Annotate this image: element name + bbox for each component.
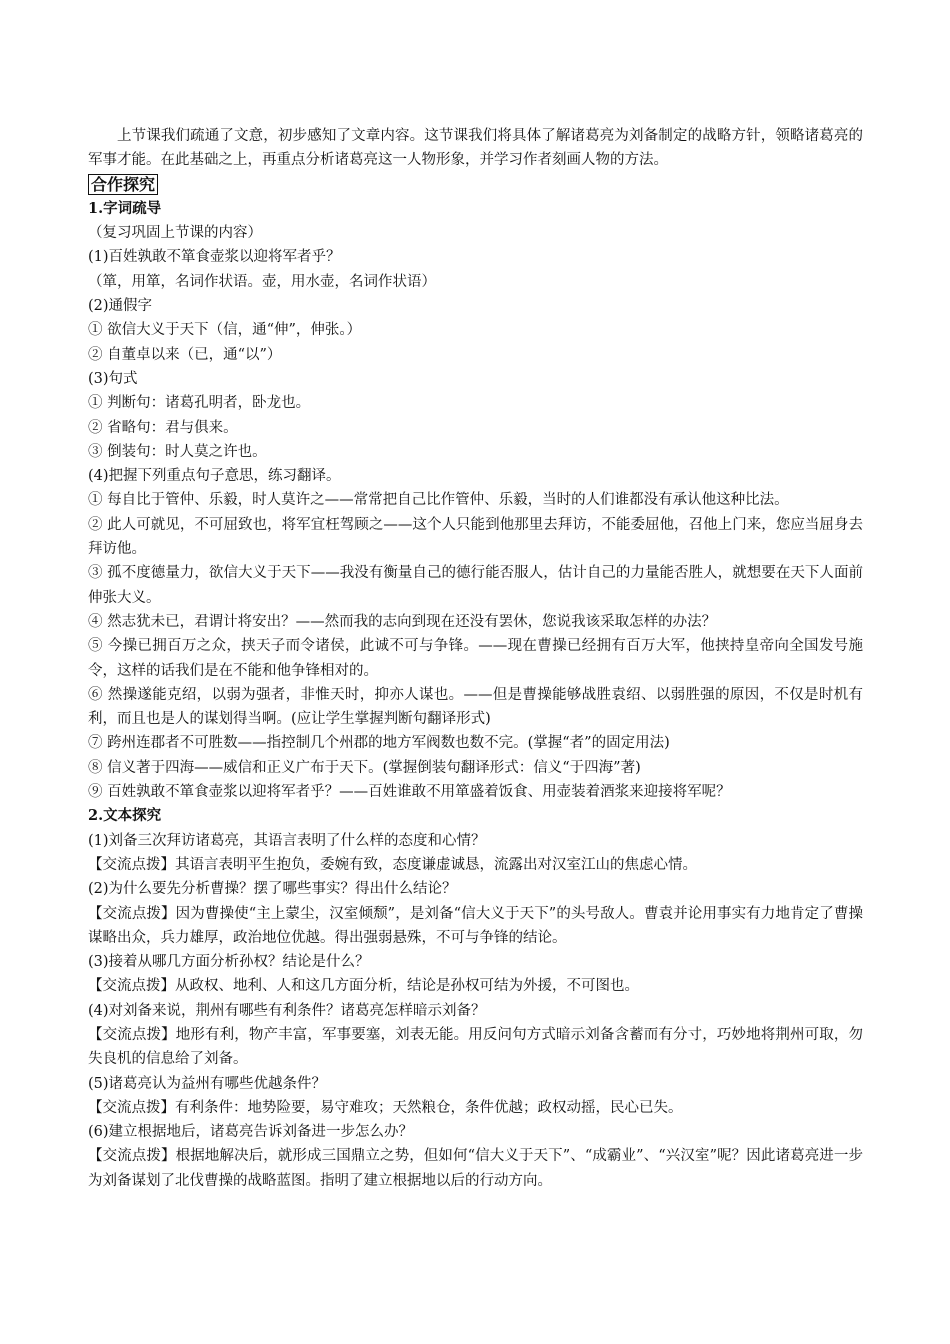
part1-line: （箪，用箪，名词作状语。壶，用水壶，名词作状语） — [88, 273, 436, 290]
section-title-wrap — [88, 173, 863, 197]
part1-line: ① 欲信大义于天下（信，通“伸”，伸张。） — [88, 322, 362, 339]
answer-item: 【交流点拨】根据地解决后，就形成三国鼎立之势，但如何“信大义于天下”、“成霸业”、“兴汉室”呢？因此诸葛亮进一步为刘备谋划了北伐曹操的战略蓝图。指明了建立根据地以后的行动方向。 — [88, 1148, 863, 1189]
translation-item: ⑨ 百姓孰敢不箪食壶浆以迎将军者乎？——百姓谁敢不用箪盛着饭食、用壶装着酒浆来迎接将军呢？ — [88, 784, 731, 801]
part1-heading: 1.字词疏导 — [88, 199, 162, 217]
translation-item: ⑤ 今操已拥百万之众，挟天子而令诸侯，此诚不可与争锋。——现在曹操已经拥有百万大军，他挟持皇帝向全国发号施令，这样的话我们是在不能和他争锋相对的。 — [88, 638, 863, 679]
answer-item: 【交流点拨】因为曹操使“主上蒙尘，汉室倾颓”，是刘备“信大义于天下”的头号敌人。曹袁并论用事实有力地肯定了曹操谋略出众，兵力雄厚，政治地位优越。得出强弱悬殊，不可与争锋的结论。 — [88, 905, 863, 946]
translation-item: ⑦ 跨州连郡者不可胜数——指控制几个州郡的地方军阀数也数不完。(掌握“者”的固定用法) — [88, 735, 670, 752]
question-item: (2)为什么要先分析曹操？摆了哪些事实？得出什么结论？ — [88, 881, 457, 898]
answer-item: 【交流点拨】有利条件：地势险要，易守难攻；天然粮仓，条件优越；政权动摇，民心已失。 — [88, 1099, 683, 1116]
part1-line: ③ 倒装句：时人莫之许也。 — [88, 443, 267, 460]
translation-item: ⑥ 然操遂能克绍，以弱为强者，非惟天时，抑亦人谋也。——但是曹操能够战胜袁绍、以弱胜强的原因，不仅是时机有利，而且也是人的谋划得当啊。(应让学生掌握判断句翻译形式) — [88, 686, 863, 728]
translation-item: ① 每自比于管仲、乐毅，时人莫许之——常常把自己比作管仲、乐毅，当时的人们谁都没有承认他这种比法。 — [88, 492, 789, 509]
translation-item: ④ 然志犹未已，君谓计将安出？——然而我的志向到现在还没有罢休，您说我该采取怎样的办法？ — [88, 613, 717, 630]
part1-line: ① 判断句：诸葛孔明者，卧龙也。 — [88, 395, 311, 412]
translation-item: ③ 孤不度德量力，欲信大义于天下——我没有衡量自己的德行能否服人，估计自己的力量能否胜人，就想要在天下人面前伸张大义。 — [88, 565, 863, 606]
translation-item: ② 此人可就见，不可屈致也，将军宜枉驾顾之——这个人只能到他那里去拜访，不能委屈他，召他上门来，您应当屈身去拜访他。 — [88, 516, 863, 558]
section-title: 合作探究 — [88, 174, 158, 195]
part1-line: ② 省略句：君与俱来。 — [88, 419, 238, 436]
answer-item: 【交流点拨】其语言表明平生抱负，委婉有致，态度谦虚诚恳，流露出对汉室江山的焦虑心情。 — [88, 856, 697, 873]
question-item: (1)刘备三次拜访诸葛亮，其语言表明了什么样的态度和心情？ — [88, 832, 486, 849]
answer-item: 【交流点拨】从政权、地利、人和这几方面分析，结论是孙权可结为外援，不可图也。 — [88, 978, 639, 995]
part1-line: （复习巩固上节课的内容） — [88, 225, 262, 242]
question-item: (5)诸葛亮认为益州有哪些优越条件？ — [88, 1075, 327, 1092]
question-item: (4)对刘备来说，荆州有哪些有利条件？诸葛亮怎样暗示刘备？ — [88, 1002, 486, 1019]
question-item: (6)建立根据地后，诸葛亮告诉刘备进一步怎么办？ — [88, 1124, 414, 1141]
part1-line: (2)通假字 — [88, 298, 153, 315]
part1-line: ② 自董卓以来（已，通“以”） — [88, 346, 282, 363]
document-page — [88, 124, 863, 1193]
question-item: (3)接着从哪几方面分析孙权？结论是什么？ — [88, 954, 370, 971]
answer-item: 【交流点拨】地形有利，物产丰富，军事要塞，刘表无能。用反问句方式暗示刘备含蓄而有分寸，巧妙地将荆州可取，勿失良机的信息给了刘备。 — [88, 1026, 863, 1068]
part1-line: (1)百姓孰敢不箪食壶浆以迎将军者乎？ — [88, 249, 341, 266]
part1-line: (3)句式 — [88, 370, 138, 387]
intro-paragraph: 上节课我们疏通了文意，初步感知了文章内容。这节课我们将具体了解诸葛亮为刘备制定的战略方针，领略诸葛亮的军事才能。在此基础之上，再重点分析诸葛亮这一人物形象，并学习作者刻画人物的方法。 — [88, 128, 863, 169]
part1-line: (4)把握下列重点句子意思，练习翻译。 — [88, 468, 341, 485]
part2-heading: 2.文本探究 — [88, 807, 162, 825]
translation-item: ⑧ 信义著于四海——威信和正义广布于天下。(掌握倒装句翻译形式：信义“于四海”著) — [88, 759, 641, 776]
